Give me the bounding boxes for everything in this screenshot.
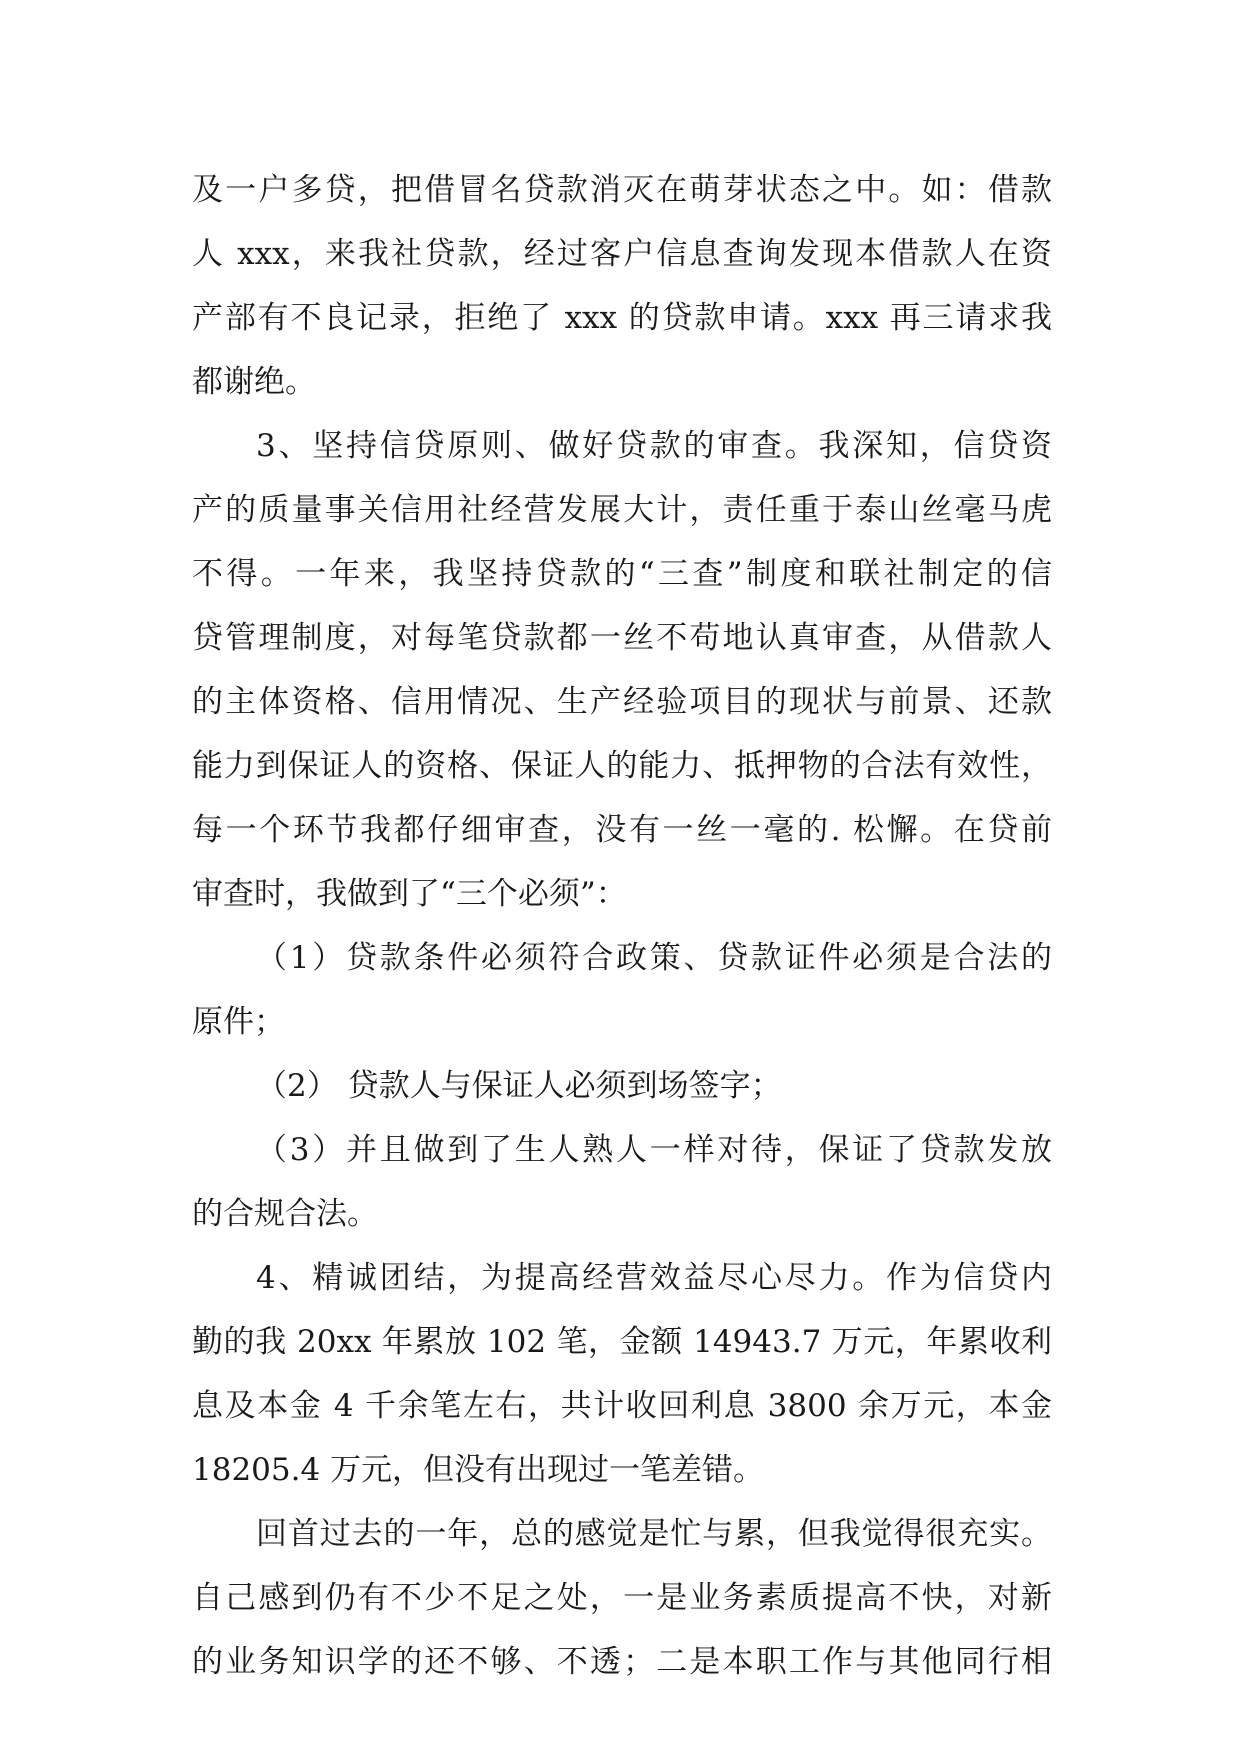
- text-line: （1）贷款条件必须符合政策、贷款证件必须是合法的: [256, 940, 1052, 976]
- text-line: 及一户多贷，把借冒名贷款消灭在萌芽状态之中。如：借款: [192, 172, 1052, 208]
- text-line: 的合规合法。: [192, 1196, 378, 1232]
- text-line: 审查时，我做到了“三个必须”：: [192, 876, 627, 912]
- text-line: 贷管理制度，对每笔贷款都一丝不苟地认真审查，从借款人: [192, 620, 1052, 656]
- text-line: 原件；: [192, 1004, 285, 1040]
- text-line: 息及本金 4 千余笔左右，共计收回利息 3800 余万元，本金: [192, 1388, 1052, 1424]
- text-line: 3、坚持信贷原则、做好贷款的审查。我深知，信贷资: [256, 428, 1052, 464]
- text-line: 的业务知识学的还不够、不透；二是本职工作与其他同行相: [192, 1644, 1052, 1680]
- text-line: 不得。一年来，我坚持贷款的“三查”制度和联社制定的信: [192, 556, 1052, 592]
- document-body: [192, 158, 1052, 1694]
- text-line: 能力到保证人的资格、保证人的能力、抵押物的合法有效性，: [192, 748, 1052, 784]
- text-line: 的主体资格、信用情况、生产经验项目的现状与前景、还款: [192, 684, 1052, 720]
- text-line: 回首过去的一年，总的感觉是忙与累，但我觉得很充实。: [256, 1516, 1052, 1552]
- text-line: 18205.4 万元，但没有出现过一笔差错。: [192, 1452, 765, 1488]
- text-line: 自己感到仍有不少不足之处，一是业务素质提高不快，对新: [192, 1580, 1052, 1616]
- text-line: 产的质量事关信用社经营发展大计，责任重于泰山丝毫马虎: [192, 492, 1052, 528]
- text-line: （3）并且做到了生人熟人一样对待，保证了贷款发放: [256, 1132, 1052, 1168]
- text-line: 勤的我 20xx 年累放 102 笔，金额 14943.7 万元，年累收利: [192, 1324, 1052, 1360]
- text-line: 每一个环节我都仔细审查，没有一丝一毫的. 松懈。在贷前: [192, 812, 1052, 848]
- text-line: 产部有不良记录，拒绝了 xxx 的贷款申请。xxx 再三请求我: [192, 300, 1052, 336]
- text-line: 都谢绝。: [192, 364, 316, 400]
- text-line: （2） 贷款人与保证人必须到场签字；: [256, 1068, 782, 1104]
- text-line: 4、精诚团结，为提高经营效益尽心尽力。作为信贷内: [256, 1260, 1052, 1296]
- text-line: 人 xxx，来我社贷款，经过客户信息查询发现本借款人在资: [192, 236, 1052, 272]
